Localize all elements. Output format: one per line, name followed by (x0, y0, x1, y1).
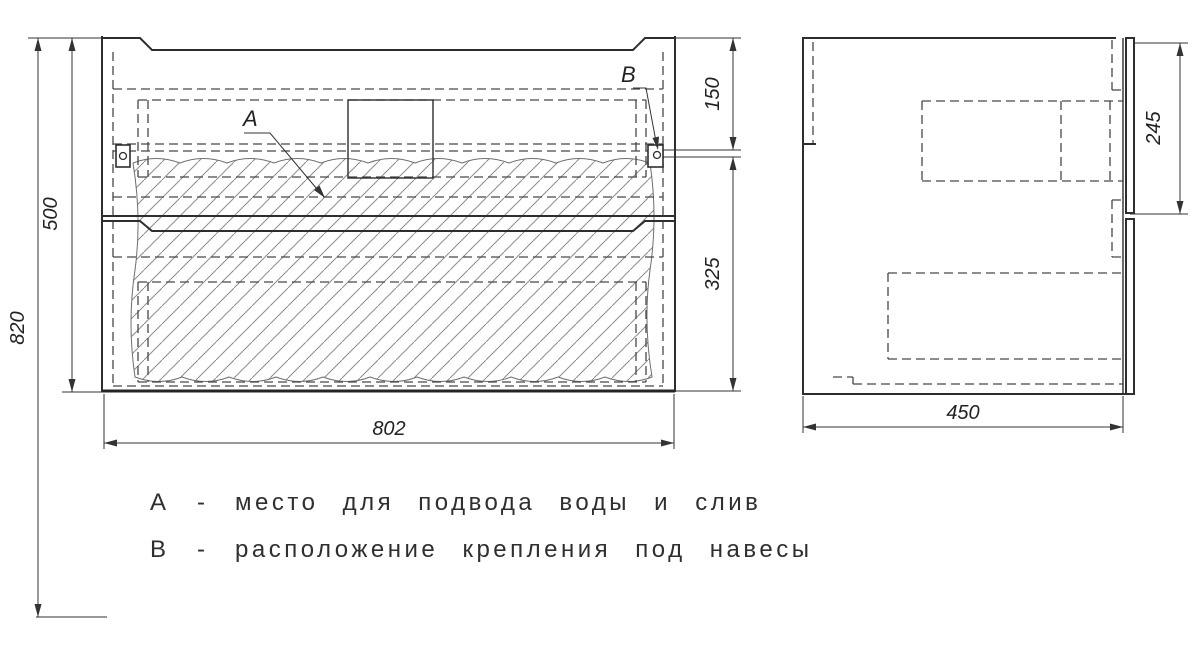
dim-overall-height (7, 38, 107, 617)
legend-a-sep: - (197, 489, 209, 516)
dim-500-text: 500 (40, 197, 62, 231)
mounting-bracket-right (648, 145, 741, 167)
legend-b-key: В (150, 536, 170, 563)
legend-a-key: А (150, 489, 170, 516)
side-hidden-lines (813, 40, 1123, 384)
dim-802-text: 802 (372, 418, 406, 440)
dim-cabinet-height (40, 38, 102, 392)
dim-cabinet-width (104, 394, 674, 449)
callout-b (621, 62, 659, 150)
legend-b-sep: - (197, 536, 209, 563)
side-outline (803, 38, 1134, 394)
upper-drawer-front-profile (1126, 38, 1134, 213)
front-view (102, 37, 741, 391)
label-a: A (243, 106, 258, 131)
mounting-bracket-left (116, 145, 130, 167)
hatch-service-area (131, 159, 654, 382)
dim-side-depth (803, 396, 1123, 433)
dim-upper-front (1130, 43, 1188, 214)
dim-245-text: 245 (1143, 111, 1165, 145)
lower-drawer-front-profile (1126, 219, 1134, 394)
legend-a-text: место для подвода воды и слив (235, 489, 762, 516)
dim-150-text: 150 (702, 77, 724, 111)
side-view (803, 38, 1134, 394)
dim-450-text: 450 (946, 402, 980, 424)
legend (150, 489, 812, 563)
legend-b-text: расположение крепления под навесы (235, 536, 813, 563)
dim-820-text: 820 (7, 311, 29, 345)
dim-bracket-top (675, 38, 741, 150)
dim-bracket-bottom (675, 157, 741, 391)
label-b: B (621, 62, 636, 87)
dim-325-text: 325 (702, 257, 724, 291)
